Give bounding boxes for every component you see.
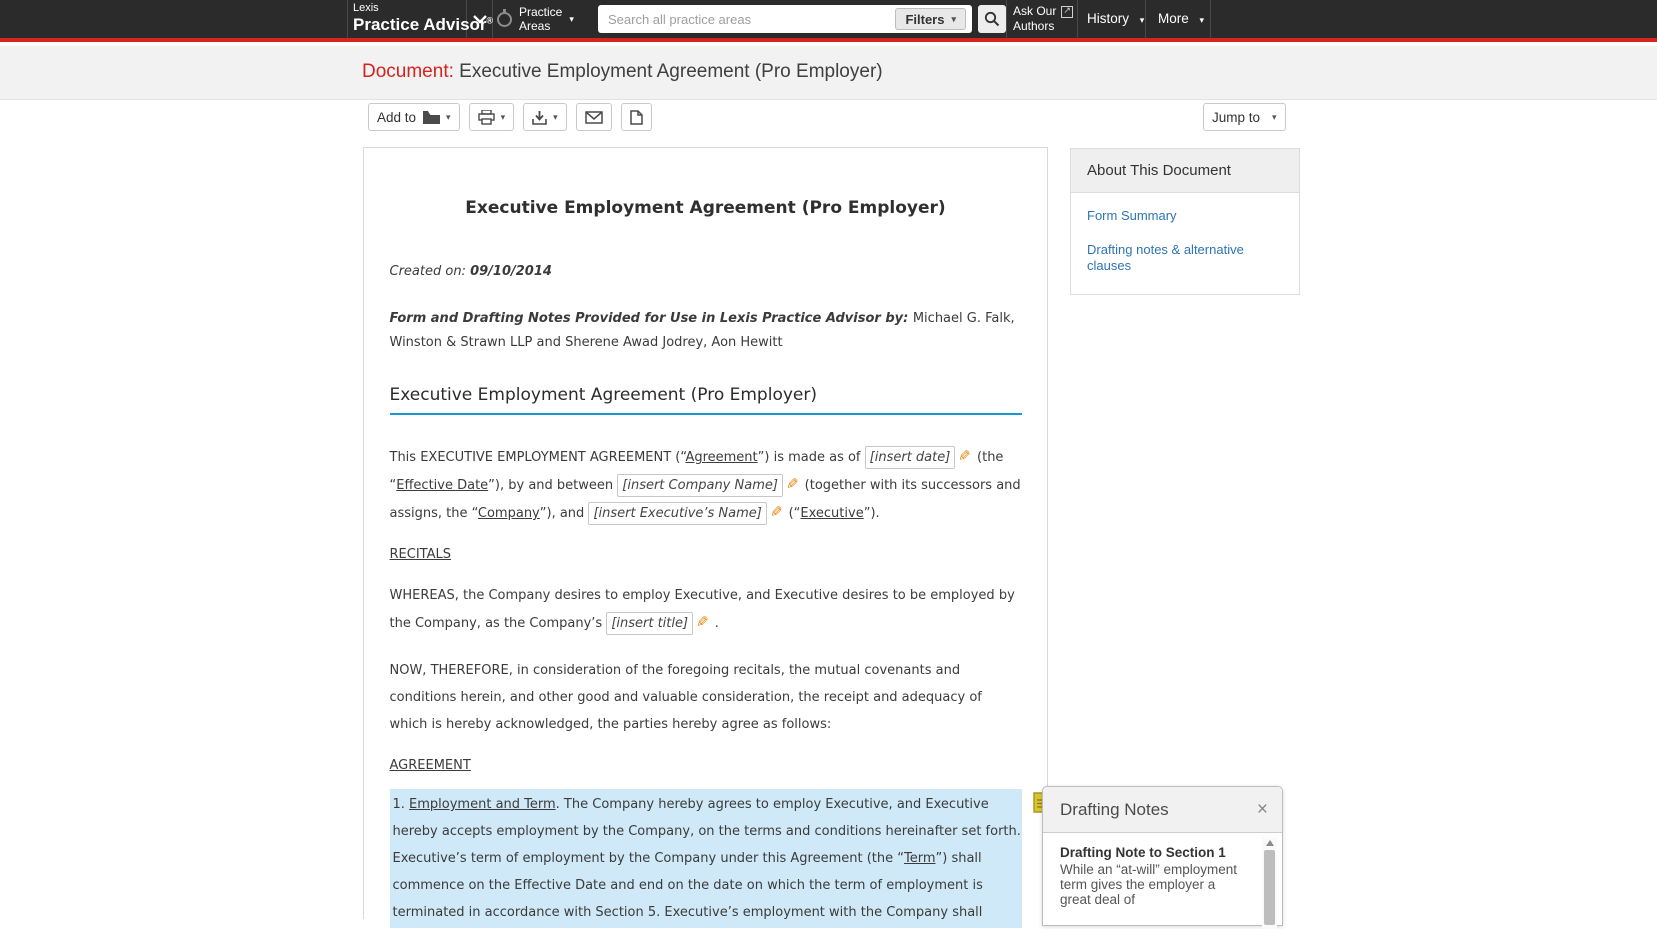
defined-term: Executive [800,506,864,521]
caret-down-icon: ▾ [1139,15,1145,25]
byline-label: Form and Drafting Notes Provided for Use in Lexis Practice Advisor by: [389,311,913,326]
caret-down-icon: ▾ [446,111,451,122]
filters-label: Filters [905,11,945,27]
envelope-icon [585,111,603,124]
history-label: History [1087,11,1130,26]
add-to-folder-button[interactable] [368,103,460,131]
document-pane [363,147,1048,919]
jump-to-button[interactable] [1203,103,1286,131]
scrollbar-thumb[interactable] [1264,850,1275,925]
nav-divider [1006,0,1007,38]
search-button[interactable] [978,5,1006,33]
jump-to-label: Jump to [1212,109,1261,125]
insert-field[interactable]: [insert title] [606,612,693,635]
defined-term: Employment and Term [409,797,556,812]
drafting-notes-scrollbar[interactable] [1262,837,1277,929]
caret-down-icon: ▾ [1199,15,1205,25]
caret-down-icon: ▾ [553,111,558,122]
insert-field[interactable]: [insert Executive’s Name] [588,502,766,525]
drafting-notes-body [1043,833,1282,907]
whereas-paragraph: WHEREAS, the Company desires to employ Executive, and Executive desires to be employed by the Company, as the Company’s [insert title] ✎ . [390,582,1022,637]
now-therefore-paragraph: NOW, THEREFORE, in consideration of the foregoing recitals, the mutual covenants and conditions herein, and other good and valuable consideration, the receipt and adequacy of which is hereby acknowledged, the parties hereby agree as follows: [389,663,982,732]
insert-field[interactable]: [insert date] [865,446,956,469]
practice-areas-button[interactable] [497,0,574,38]
more-menu[interactable] [1158,11,1204,26]
section-1-paragraph-highlighted[interactable]: 1. Employment and Term. The Company hereby agrees to employ Executive, and Executive hereby accepts employment by the Company, on the terms and conditions hereinafter set forth. Executive’s term of employment by the Company under this Agreement (the “Term”) shall commence on the Effective Date and end on the date on which the term of employment is terminated in accordance with Section 5. Executive’s employment with the Company shall [390,789,1022,928]
nav-divider [1210,0,1211,38]
drafting-notes-title: Drafting Notes [1060,799,1169,819]
drafting-note-text: While an “at-will” employment term gives the employer a great deal of [1060,862,1238,907]
drafting-notes-panel [1042,786,1283,926]
drafting-notes-link[interactable]: Drafting notes & alternative clauses [1087,242,1244,273]
print-button[interactable] [469,103,515,131]
download-icon [532,110,547,125]
document-header-text [362,61,883,83]
scrollbar-up-arrow-icon[interactable] [1266,840,1274,846]
caret-down-icon: ▾ [1272,111,1277,122]
defined-term: Term [904,851,936,866]
download-button[interactable] [523,103,567,131]
close-icon[interactable]: × [1256,799,1268,820]
insert-field[interactable]: [insert Company Name] [617,474,783,497]
top-nav [0,0,1657,42]
nav-divider [1077,0,1078,38]
practice-areas-label: Practice Areas [519,5,563,33]
page-icon [630,110,643,125]
drafting-notes-header [1043,787,1282,833]
more-label: More [1158,11,1189,26]
caret-down-icon: ▾ [569,13,574,24]
logo-line2: Practice Advisor® [353,15,494,34]
drafting-note-heading: Drafting Note to Section 1 [1060,845,1226,860]
agreement-section-heading: Executive Employment Agreement (Pro Employer) [390,385,1022,415]
document-view-button[interactable] [621,103,652,131]
created-on-date: 09/10/2014 [470,264,552,279]
recitals-heading: RECITALS [389,547,451,562]
filters-button[interactable] [895,8,966,30]
search-icon [984,11,1000,27]
about-panel-body [1071,193,1299,294]
document-title-text: Executive Employment Agreement (Pro Employer) [453,61,883,82]
edit-pencil-icon[interactable]: ✎ [696,613,709,631]
about-panel-title: About This Document [1071,149,1299,193]
document-title: Executive Employment Agreement (Pro Employer) [465,198,946,218]
intro-paragraph: This EXECUTIVE EMPLOYMENT AGREEMENT (“Agreement”) is made as of [insert date] ✎ (the “Effective Date”), by and between [insert Company Name] ✎ (together with its successors and assigns, the “Company”), and [insert Executive’s Name] ✎ (“Executive”). [390,443,1022,527]
printer-icon [478,110,495,125]
document-header-bar [0,46,1657,100]
agreement-heading: AGREEMENT [389,758,471,773]
form-summary-link[interactable]: Form Summary [1087,208,1177,223]
byline [390,307,1022,355]
byline-authors: Michael G. Falk, Winston & Strawn LLP and Sherene Awad Jodrey, Aon Hewitt [389,311,1015,350]
created-on-label: Created on: [389,264,471,279]
search-bar [598,5,972,33]
about-this-document-panel [1070,148,1300,295]
chevron-down-icon [473,15,487,24]
ask-our-authors-button[interactable] [1013,4,1073,34]
email-button[interactable] [576,103,612,131]
caret-down-icon: ▾ [500,111,506,122]
add-to-label: Add to [377,109,417,125]
logo-line1: Lexis [353,2,379,14]
edit-pencil-icon[interactable]: ✎ [785,475,799,493]
document-content [390,148,1022,928]
created-on-line [390,264,1022,279]
edit-pencil-icon[interactable]: ✎ [958,447,971,465]
edit-pencil-icon[interactable]: ✎ [769,503,783,521]
nav-divider [1145,0,1146,38]
defined-term: Company [477,506,540,521]
document-toolbar [368,103,652,131]
defined-term: Effective Date [396,478,489,493]
document-label: Document: [362,61,454,82]
caret-down-icon: ▾ [951,13,956,24]
ask-our-authors-label: Ask Our Authors [1013,4,1057,33]
history-menu[interactable] [1087,11,1144,26]
folder-icon [423,111,440,124]
brand-chevron-button[interactable] [467,0,492,38]
ask-authors-external-icon [1061,6,1073,18]
practice-areas-icon [497,12,512,27]
nav-divider [347,0,348,38]
defined-term: Agreement [685,450,758,465]
